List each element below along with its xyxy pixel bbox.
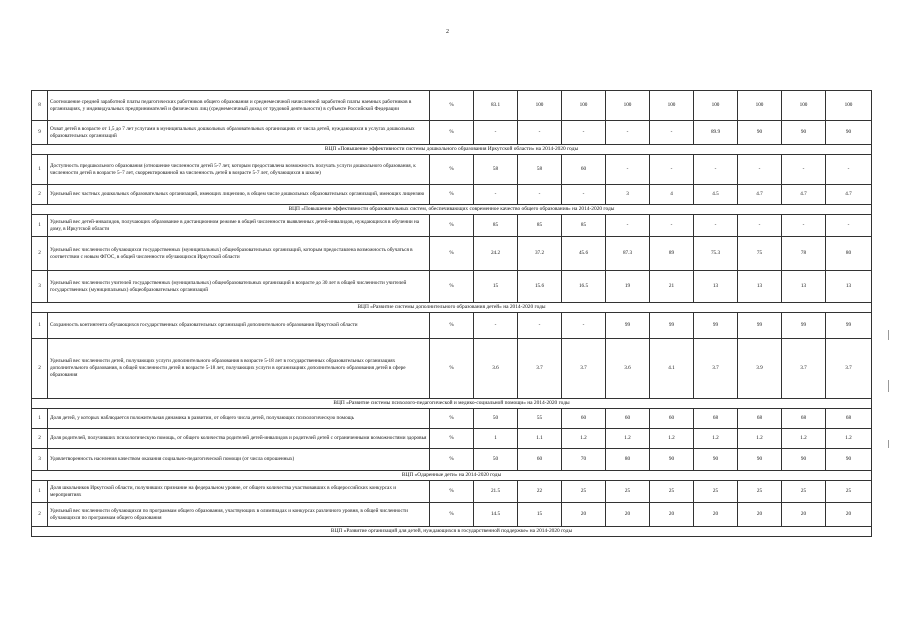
value-cell: 68 xyxy=(826,409,872,429)
value-cell: - xyxy=(782,215,826,237)
table-row xyxy=(32,91,872,121)
value-cell: 85 xyxy=(518,215,562,237)
value-cell: 3.7 xyxy=(562,339,606,399)
row-number: 1 xyxy=(32,481,48,503)
value-cell: 60 xyxy=(562,409,606,429)
value-cell: - xyxy=(650,155,694,185)
value-cell: 68 xyxy=(782,409,826,429)
value-cell: - xyxy=(474,313,518,339)
value-cell: 20 xyxy=(738,503,782,527)
unit-cell: % xyxy=(430,91,474,121)
value-cell: - xyxy=(474,121,518,145)
table-row xyxy=(32,449,872,471)
value-cell: - xyxy=(738,155,782,185)
value-cell: 89 xyxy=(650,237,694,271)
section-title: ВЦП «Повышение эффективности системы дошкольного образования Иркутской области» на 2014-2020 годы xyxy=(32,145,872,155)
value-cell: 45.6 xyxy=(562,237,606,271)
value-cell: 25 xyxy=(826,481,872,503)
value-cell: 21 xyxy=(650,271,694,303)
value-cell: 60 xyxy=(606,409,650,429)
value-cell: 4.5 xyxy=(694,185,738,205)
value-cell: 14.5 xyxy=(474,503,518,527)
unit-cell: % xyxy=(430,409,474,429)
value-cell: 3.7 xyxy=(826,339,872,399)
value-cell: 83.1 xyxy=(474,91,518,121)
value-cell: 99 xyxy=(826,313,872,339)
value-cell: 16.5 xyxy=(562,271,606,303)
indicator-description: Удельный вес частных дошкольных образовательных организаций, имеющих лицензию, в общем числе дошкольных образовательных организаций, имеющих лицензию xyxy=(48,185,430,205)
value-cell: 90 xyxy=(782,121,826,145)
value-cell: 85 xyxy=(562,215,606,237)
value-cell: 25 xyxy=(782,481,826,503)
value-cell: 13 xyxy=(782,271,826,303)
unit-cell: % xyxy=(430,155,474,185)
section-header-row xyxy=(32,145,872,155)
value-cell: 22 xyxy=(518,481,562,503)
scan-edge-mark xyxy=(888,440,889,448)
value-cell: 80 xyxy=(606,449,650,471)
value-cell: 20 xyxy=(782,503,826,527)
value-cell: 100 xyxy=(518,91,562,121)
value-cell: 3.7 xyxy=(518,339,562,399)
unit-cell: % xyxy=(430,429,474,449)
section-header-row xyxy=(32,471,872,481)
indicator-description: Удельный вес численности учителей государственных (муниципальных) общеобразовательных организаций в возрасте до 30 лет в общей численности учителей государственных (муниципальных) общеобразовательных организаций xyxy=(48,271,430,303)
value-cell: 20 xyxy=(650,503,694,527)
value-cell: 60 xyxy=(518,449,562,471)
value-cell: 78 xyxy=(782,237,826,271)
unit-cell: % xyxy=(430,313,474,339)
row-number: 2 xyxy=(32,339,48,399)
unit-cell: % xyxy=(430,503,474,527)
value-cell: - xyxy=(650,215,694,237)
section-title: ВЦП «Развитие системы дополнительного образования детей» на 2014-2020 годы xyxy=(32,303,872,313)
value-cell: - xyxy=(562,121,606,145)
value-cell: 37.2 xyxy=(518,237,562,271)
section-header-row xyxy=(32,205,872,215)
value-cell: - xyxy=(694,215,738,237)
value-cell: 25 xyxy=(562,481,606,503)
table-row xyxy=(32,313,872,339)
value-cell: 25 xyxy=(738,481,782,503)
value-cell: - xyxy=(650,121,694,145)
indicator-description: Удельный вес детей-инвалидов, получающих образование в дистанционном режиме в общей численности выявленных детей-инвалидов, нуждающихся в обучении на дому, в Иркутской области xyxy=(48,215,430,237)
value-cell: 4.7 xyxy=(782,185,826,205)
table-row xyxy=(32,481,872,503)
indicator-description: Доля школьников Иркутской области, получивших признание на федеральном уровне, от общего количества участвовавших в общероссийских конкурсах и мероприятиях xyxy=(48,481,430,503)
section-header-row xyxy=(32,399,872,409)
value-cell: 100 xyxy=(738,91,782,121)
row-number: 9 xyxy=(32,121,48,145)
value-cell: 100 xyxy=(782,91,826,121)
section-header-row xyxy=(32,303,872,313)
value-cell: 90 xyxy=(738,121,782,145)
unit-cell: % xyxy=(430,449,474,471)
value-cell: 21.5 xyxy=(474,481,518,503)
row-number: 1 xyxy=(32,155,48,185)
row-number: 1 xyxy=(32,313,48,339)
value-cell: 20 xyxy=(606,503,650,527)
value-cell: 1.2 xyxy=(826,429,872,449)
section-title: ВЦП «Развитие организаций для детей, нуждающихся в государственной поддержке» на 2014-2020 годы xyxy=(32,527,872,537)
table-row xyxy=(32,429,872,449)
scan-edge-mark xyxy=(888,330,889,340)
row-number: 3 xyxy=(32,271,48,303)
indicator-description: Удельный вес численности детей, получающих услуги дополнительного образования в возрасте 5-18 лет в государственных образовательных организациях дополнительного образования, в общей численности детей в возрасте 5-18 лет, получающих услуги в организациях дополнительного образования детей в сфере образования xyxy=(48,339,430,399)
value-cell: 100 xyxy=(826,91,872,121)
value-cell: - xyxy=(782,155,826,185)
value-cell: - xyxy=(826,215,872,237)
value-cell: 1.2 xyxy=(562,429,606,449)
unit-cell: % xyxy=(430,237,474,271)
value-cell: - xyxy=(826,155,872,185)
row-number: 2 xyxy=(32,503,48,527)
value-cell: 90 xyxy=(826,449,872,471)
page-number: 2 xyxy=(446,29,449,35)
value-cell: 99 xyxy=(606,313,650,339)
value-cell: 19 xyxy=(606,271,650,303)
unit-cell: % xyxy=(430,185,474,205)
value-cell: 24.2 xyxy=(474,237,518,271)
value-cell: 100 xyxy=(606,91,650,121)
value-cell: 15 xyxy=(518,503,562,527)
indicator-description: Соотношение средней заработной платы педагогических работников общего образования и среднемесячной начисленной заработной платы наемных работников в организациях, у индивидуальных предпринимателей и физических лиц (среднемесячный доход от трудовой деятельности) в субъекте Российской Федерации xyxy=(48,91,430,121)
value-cell: 75.3 xyxy=(694,237,738,271)
value-cell: 13 xyxy=(738,271,782,303)
table-row xyxy=(32,121,872,145)
indicator-description: Доля родителей, получивших психологическую помощь, от общего количества родителей детей-инвалидов и родителей детей с ограниченными возможностями здоровья xyxy=(48,429,430,449)
unit-cell: % xyxy=(430,215,474,237)
value-cell: - xyxy=(562,185,606,205)
section-title: ВЦП «Повышение эффективности образовательных систем, обеспечивающих современное качество общего образования» на 2014-2020 годы xyxy=(32,205,872,215)
unit-cell: % xyxy=(430,339,474,399)
value-cell: 1.2 xyxy=(606,429,650,449)
value-cell: 99 xyxy=(694,313,738,339)
table-row xyxy=(32,155,872,185)
value-cell: 90 xyxy=(694,449,738,471)
value-cell: 50 xyxy=(474,409,518,429)
indicator-description: Доля детей, у которых наблюдается положительная динамика в развитии, от общего числа детей, получающих психологическую помощь xyxy=(48,409,430,429)
row-number: 1 xyxy=(32,215,48,237)
value-cell: 1.1 xyxy=(518,429,562,449)
value-cell: 89.9 xyxy=(694,121,738,145)
indicators-table xyxy=(31,90,872,537)
value-cell: - xyxy=(694,155,738,185)
value-cell: 55 xyxy=(518,409,562,429)
value-cell: - xyxy=(518,313,562,339)
value-cell: 60 xyxy=(562,155,606,185)
value-cell: 90 xyxy=(738,449,782,471)
value-cell: 58 xyxy=(518,155,562,185)
value-cell: 90 xyxy=(826,121,872,145)
section-title: ВЦП «Развитие системы психолого-педагогической и медико-социальной помощи» на 2014-2020 годы xyxy=(32,399,872,409)
value-cell: - xyxy=(606,215,650,237)
value-cell: 13 xyxy=(694,271,738,303)
value-cell: 20 xyxy=(826,503,872,527)
section-header-row xyxy=(32,527,872,537)
row-number: 8 xyxy=(32,91,48,121)
table-row xyxy=(32,339,872,399)
value-cell: - xyxy=(518,121,562,145)
value-cell: 3.6 xyxy=(606,339,650,399)
value-cell: 1.2 xyxy=(650,429,694,449)
value-cell: 85 xyxy=(474,215,518,237)
value-cell: 68 xyxy=(738,409,782,429)
table-row xyxy=(32,503,872,527)
value-cell: 4.1 xyxy=(650,339,694,399)
value-cell: 15 xyxy=(474,271,518,303)
value-cell: - xyxy=(606,155,650,185)
value-cell: 60 xyxy=(650,409,694,429)
indicator-description: Удельный вес численности обучающихся государственных (муниципальных) общеобразовательных организаций, которым предоставлена возможность обучаться в соответствии с новым ФГОС, в общей численности обучающихся Иркутской области xyxy=(48,237,430,271)
table-row xyxy=(32,215,872,237)
value-cell: 100 xyxy=(694,91,738,121)
value-cell: 4.7 xyxy=(738,185,782,205)
value-cell: 1.2 xyxy=(738,429,782,449)
indicator-description: Удельный вес численности обучающихся по программам общего образования, участвующих в олимпиадах и конкурсах различного уровня, в общей численности обучающихся по программам общего образования xyxy=(48,503,430,527)
value-cell: 99 xyxy=(782,313,826,339)
value-cell: 1.2 xyxy=(782,429,826,449)
unit-cell: % xyxy=(430,481,474,503)
indicator-description: Доступность предшкольного образования (отношение численности детей 5-7 лет, которым предоставлена возможность получать услуги дошкольного образования, к численности детей в возрасте 5–7 лет, скорректированной на численность детей в возрасте 5-7 лет, обучающихся в школе) xyxy=(48,155,430,185)
unit-cell: % xyxy=(430,271,474,303)
value-cell: 99 xyxy=(738,313,782,339)
value-cell: - xyxy=(518,185,562,205)
row-number: 3 xyxy=(32,449,48,471)
value-cell: 90 xyxy=(650,449,694,471)
value-cell: 25 xyxy=(694,481,738,503)
value-cell: 4 xyxy=(650,185,694,205)
value-cell: 3.7 xyxy=(694,339,738,399)
value-cell: 100 xyxy=(562,91,606,121)
value-cell: 25 xyxy=(650,481,694,503)
value-cell: - xyxy=(738,215,782,237)
scan-edge-mark xyxy=(888,380,889,392)
value-cell: 80 xyxy=(826,237,872,271)
value-cell: 68 xyxy=(694,409,738,429)
unit-cell: % xyxy=(430,121,474,145)
value-cell: 75 xyxy=(738,237,782,271)
value-cell: 99 xyxy=(650,313,694,339)
value-cell: 58 xyxy=(474,155,518,185)
value-cell: 20 xyxy=(694,503,738,527)
value-cell: 87.3 xyxy=(606,237,650,271)
indicator-description: Охват детей в возрасте от 1,5 до 7 лет услугами в муниципальных дошкольных образовательных организациях от числа детей, нуждающихся в услугах дошкольных образовательных организаций xyxy=(48,121,430,145)
value-cell: 3.9 xyxy=(738,339,782,399)
table-row xyxy=(32,237,872,271)
value-cell: 3.7 xyxy=(782,339,826,399)
value-cell: 3.6 xyxy=(474,339,518,399)
table-row xyxy=(32,185,872,205)
row-number: 2 xyxy=(32,429,48,449)
value-cell: - xyxy=(474,185,518,205)
row-number: 2 xyxy=(32,237,48,271)
value-cell: 20 xyxy=(562,503,606,527)
value-cell: 1 xyxy=(474,429,518,449)
value-cell: - xyxy=(562,313,606,339)
row-number: 1 xyxy=(32,409,48,429)
value-cell: 15.6 xyxy=(518,271,562,303)
value-cell: 100 xyxy=(650,91,694,121)
section-title: ВЦП «Одаренные дети» на 2014-2020 годы xyxy=(32,471,872,481)
value-cell: 50 xyxy=(474,449,518,471)
indicator-description: Удовлетворенность населения качеством оказания социально-педагогической помощи (от числа опрошенных) xyxy=(48,449,430,471)
value-cell: 3 xyxy=(606,185,650,205)
row-number: 2 xyxy=(32,185,48,205)
table-row xyxy=(32,409,872,429)
value-cell: 70 xyxy=(562,449,606,471)
value-cell: 90 xyxy=(782,449,826,471)
value-cell: 13 xyxy=(826,271,872,303)
value-cell: - xyxy=(606,121,650,145)
value-cell: 4.7 xyxy=(826,185,872,205)
indicator-description: Сохранность контингента обучающихся государственных образовательных организаций дополнительного образования Иркутской области xyxy=(48,313,430,339)
value-cell: 25 xyxy=(606,481,650,503)
table-row xyxy=(32,271,872,303)
value-cell: 1.2 xyxy=(694,429,738,449)
